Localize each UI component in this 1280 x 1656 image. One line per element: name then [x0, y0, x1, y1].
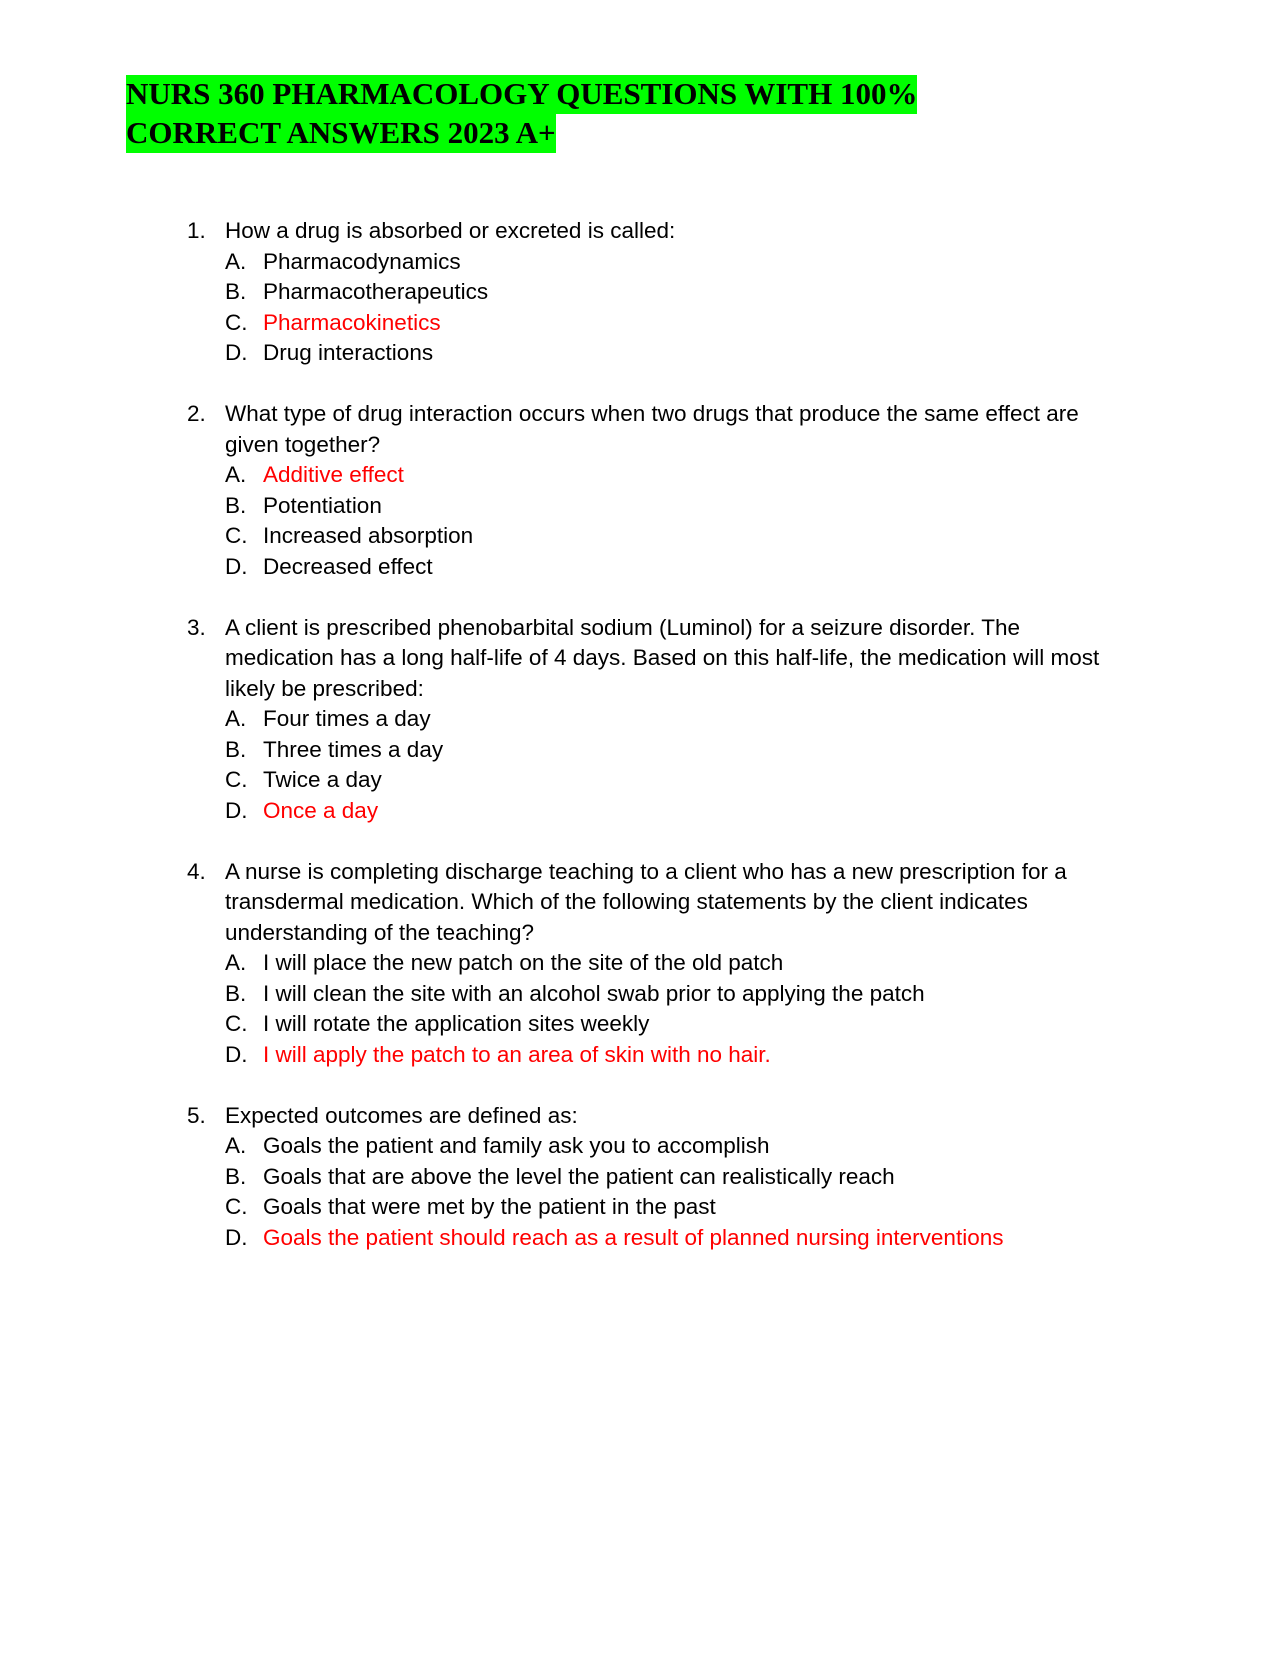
option-label: A.	[225, 950, 247, 975]
option-label: C.	[225, 1011, 248, 1036]
option-text: Potentiation	[263, 492, 382, 518]
option-text: Goals the patient should reach as a result of planned nursing interventions	[263, 1224, 1004, 1250]
question-number: 1.	[187, 218, 206, 243]
option-d	[225, 1223, 1133, 1254]
option-text: Three times a day	[263, 736, 444, 762]
option-text: Goals that were met by the patient in the past	[263, 1194, 716, 1219]
question-5	[183, 1101, 1133, 1254]
option-text: Twice a day	[263, 767, 382, 792]
question-1	[183, 216, 1133, 369]
option-label: A.	[225, 248, 247, 274]
option-label: C.	[225, 1194, 248, 1219]
option-label: C.	[225, 767, 248, 792]
option-label: D.	[225, 1224, 248, 1250]
answer-options	[225, 1131, 1133, 1253]
option-text: I will apply the patch to an area of skin with no hair.	[263, 1041, 771, 1067]
option-label: A.	[225, 1133, 247, 1158]
option-c	[225, 1192, 1133, 1223]
question-text: A client is prescribed phenobarbital sodium (Luminol) for a seizure disorder. The medication has a long half-life of 4 days. Based on this half-life, the medication will most likely be prescribed:	[225, 614, 1100, 701]
question-number: 5.	[187, 1102, 206, 1128]
question-number: 2.	[187, 401, 206, 426]
option-c	[225, 521, 1133, 552]
question-3	[183, 613, 1133, 827]
option-label: A.	[225, 706, 247, 731]
option-a	[225, 704, 1133, 735]
question-text: What type of drug interaction occurs when two drugs that produce the same effect are given together?	[225, 401, 1079, 457]
question-text: Expected outcomes are defined as:	[225, 1102, 578, 1128]
option-text: Drug interactions	[263, 340, 434, 365]
question-number: 3.	[187, 614, 206, 640]
question-number: 4.	[187, 858, 206, 884]
option-text: Once a day	[263, 797, 379, 823]
option-label: B.	[225, 980, 247, 1006]
answer-options	[225, 247, 1133, 369]
option-text: Four times a day	[263, 706, 431, 731]
option-d	[225, 338, 1133, 369]
option-label: D.	[225, 553, 248, 579]
option-a	[225, 948, 1133, 979]
option-text: Pharmacokinetics	[263, 309, 441, 335]
option-text: Goals the patient and family ask you to accomplish	[263, 1133, 770, 1158]
option-label: A.	[225, 462, 247, 487]
document-title	[126, 74, 1026, 152]
option-d	[225, 796, 1133, 827]
option-a	[225, 1131, 1133, 1162]
question-text: How a drug is absorbed or excreted is called:	[225, 218, 676, 243]
option-text: Decreased effect	[263, 553, 433, 579]
answer-options	[225, 704, 1133, 826]
option-label: B.	[225, 736, 247, 762]
question-4	[183, 857, 1133, 1071]
option-text: Pharmacodynamics	[263, 248, 461, 274]
option-c	[225, 765, 1133, 796]
option-d	[225, 552, 1133, 583]
question-text: A nurse is completing discharge teaching to a client who has a new prescription for a transdermal medication. Which of the following statements by the client indicates understanding of the teaching?	[225, 858, 1067, 945]
answer-options	[225, 460, 1133, 582]
option-b	[225, 491, 1133, 522]
option-a	[225, 247, 1133, 278]
option-a	[225, 460, 1133, 491]
question-2	[183, 399, 1133, 582]
option-label: B.	[225, 492, 247, 518]
option-b	[225, 979, 1133, 1010]
option-b	[225, 1162, 1133, 1193]
option-label: C.	[225, 523, 248, 548]
title-line-1: NURS 360 PHARMACOLOGY QUESTIONS WITH 100%	[126, 75, 917, 114]
option-text: I will place the new patch on the site of the old patch	[263, 950, 784, 975]
option-text: Goals that are above the level the patient can realistically reach	[263, 1163, 895, 1189]
option-label: B.	[225, 279, 247, 304]
option-c	[225, 1009, 1133, 1040]
option-text: I will rotate the application sites weekly	[263, 1011, 650, 1036]
option-label: D.	[225, 1041, 248, 1067]
option-b	[225, 735, 1133, 766]
question-list	[183, 216, 1133, 1284]
option-b	[225, 277, 1133, 308]
option-text: Additive effect	[263, 462, 404, 487]
option-text: I will clean the site with an alcohol swab prior to applying the patch	[263, 980, 925, 1006]
answer-options	[225, 948, 1133, 1070]
title-line-2: CORRECT ANSWERS 2023 A+	[126, 114, 556, 153]
option-text: Increased absorption	[263, 523, 474, 548]
option-label: B.	[225, 1163, 247, 1189]
option-text: Pharmacotherapeutics	[263, 279, 489, 304]
option-c	[225, 308, 1133, 339]
option-label: C.	[225, 309, 248, 335]
option-d	[225, 1040, 1133, 1071]
option-label: D.	[225, 797, 248, 823]
option-label: D.	[225, 340, 248, 365]
